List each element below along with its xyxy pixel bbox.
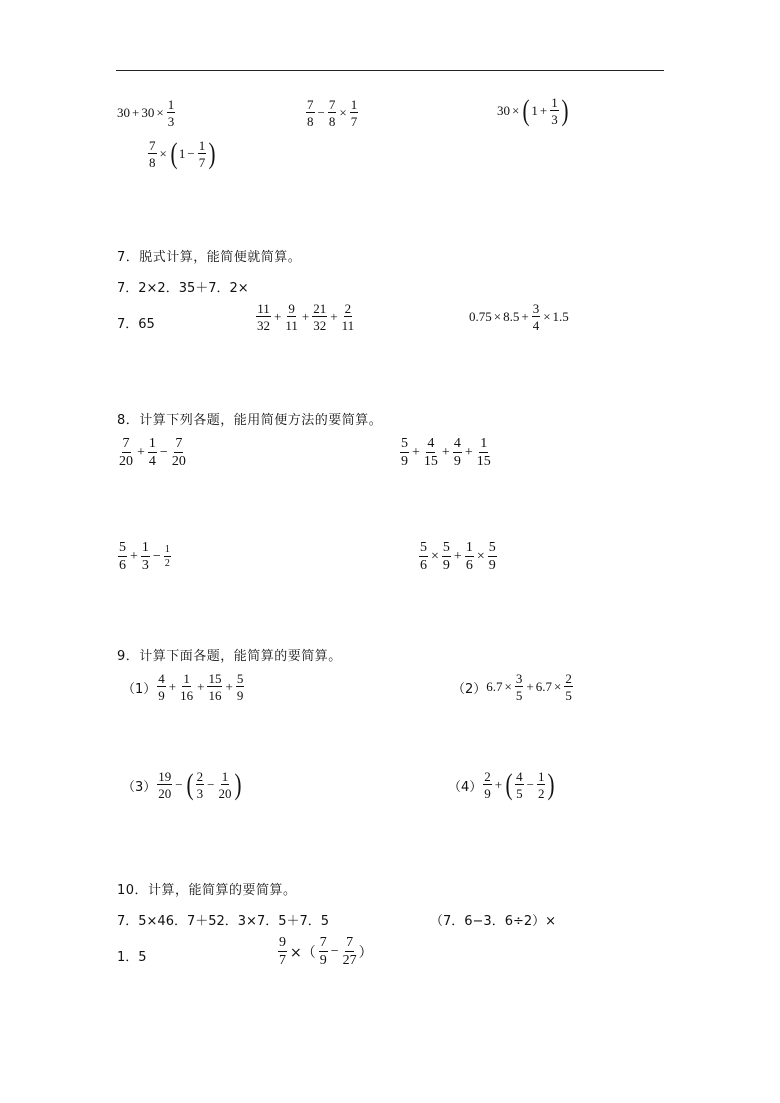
problem-8b: $\frac{5}{9}$ + $\frac{4}{15}$ + $\frac{4}{9}$ + $\frac{1}{15}$	[401, 436, 491, 469]
fraction: $\frac{1}{3}$	[167, 97, 175, 129]
section-8-heading: 8．计算下列各题，能用简便方法的要简算。	[117, 413, 383, 428]
problem-10c: （7．6−3．6÷2）×	[430, 914, 557, 929]
problem-6a: 30 + 30 × $\frac{1}{3}$	[117, 97, 175, 129]
problem-7a-line2: 7．65	[117, 317, 155, 332]
header-rule	[116, 70, 664, 71]
problem-10a-line2: 1．5	[117, 950, 147, 965]
problem-10b: $\frac{9}{7}$ ×（ $\frac{7}{9}$ − $\frac{7}{27}$ ）	[279, 935, 373, 968]
problem-7b: $\frac{11}{32}$ + $\frac{9}{11}$ + $\frac{21}{32}$ + $\frac{2}{11}$	[257, 301, 355, 333]
problem-8a: $\frac{7}{20}$ + $\frac{1}{4}$ − $\frac{7}{20}$	[119, 436, 186, 469]
problem-10a-line1: 7．5×46．7＋52．3×7．5＋7．5	[117, 914, 330, 929]
problem-9-4: （4） $\frac{2}{9}$ + ( $\frac{4}{5}$ − $\frac{1}{2}$ )	[448, 768, 555, 801]
section-10-heading: 10．计算，能简算的要简算。	[117, 883, 297, 898]
problem-8d: $\frac{5}{6}$ × $\frac{5}{9}$ + $\frac{1}{6}$ × $\frac{5}{9}$	[420, 540, 496, 573]
section-9-heading: 9．计算下面各题，能简算的要简算。	[117, 649, 342, 664]
problem-6d: $\frac{7}{8}$ × ( 1 − $\frac{1}{7}$ )	[149, 137, 216, 170]
problem-9-3: （3） $\frac{19}{20}$ − ( $\frac{2}{3}$ − $\frac{1}{20}$ )	[122, 768, 242, 801]
problem-6c: 30 × ( 1 + $\frac{1}{3}$ )	[497, 94, 569, 127]
problem-9-1: （1） $\frac{4}{9}$ + $\frac{1}{16}$ + $\frac{15}{16}$ + $\frac{5}{9}$	[122, 671, 244, 703]
section-7-heading: 7．脱式计算，能简便就简算。	[117, 250, 302, 265]
problem-7c: 0.75 × 8.5 + $\frac{3}{4}$ × 1.5	[469, 301, 569, 333]
problem-9-2: （2） 6.7 × $\frac{3}{5}$ + 6.7 × $\frac{2}{5}$	[452, 671, 572, 703]
problem-8c: $\frac{5}{6}$ + $\frac{1}{3}$ − $\frac{1}{2}$	[119, 540, 170, 573]
problem-6b: $\frac{7}{8}$ − $\frac{7}{8}$ × $\frac{1}{7}$	[307, 97, 358, 129]
problem-7a-line1: 7．2×2．35＋7．2×	[117, 281, 249, 296]
